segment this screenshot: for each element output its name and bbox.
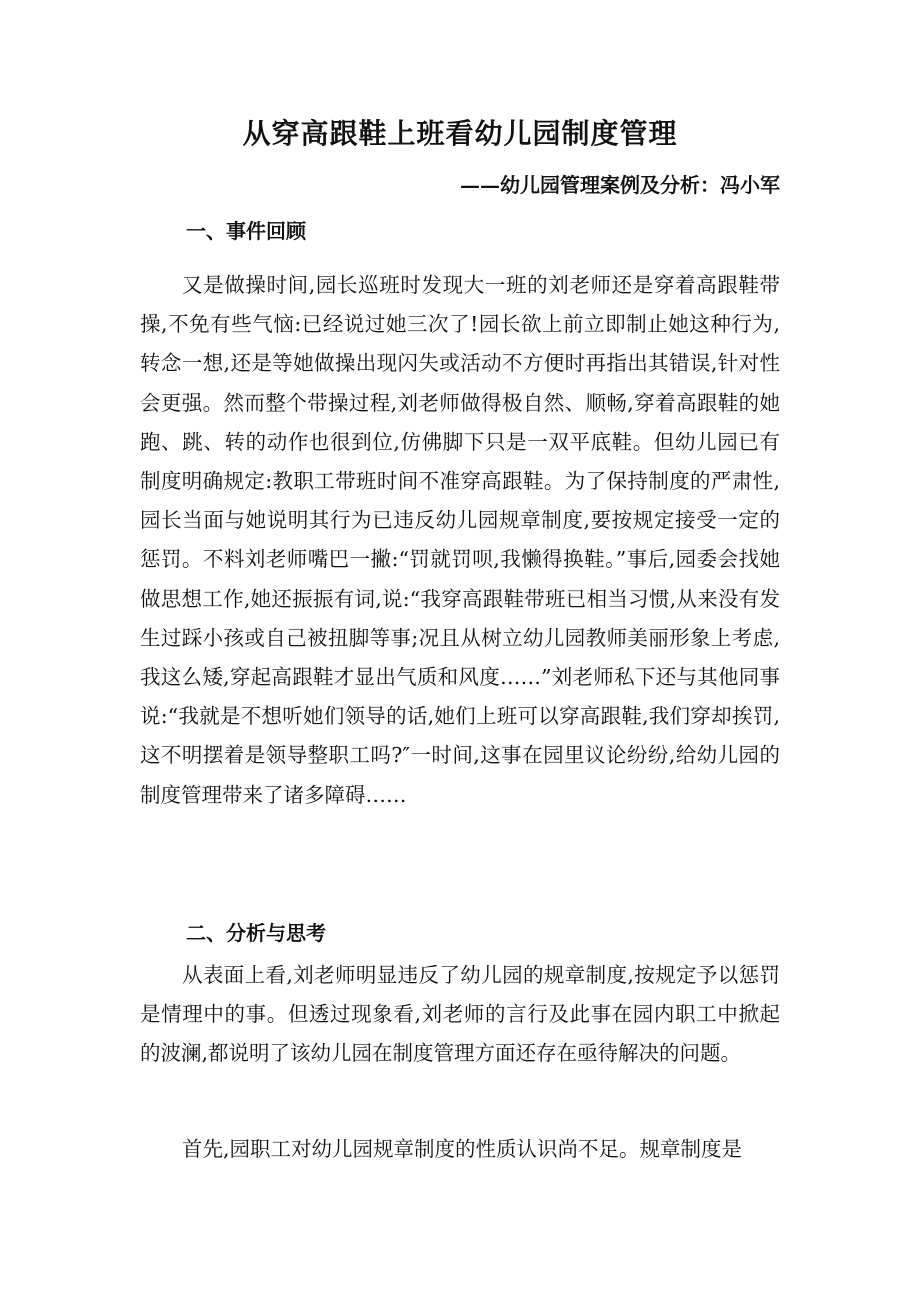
document-subtitle: ——幼儿园管理案例及分析：冯小军 (460, 173, 780, 197)
document-title: 从穿高跟鞋上班看幼儿园制度管理 (242, 117, 678, 150)
section-heading-analysis: 二、分析与思考 (186, 921, 326, 945)
section-heading-event-review: 一、事件回顾 (186, 219, 306, 243)
paragraph-analysis-2: 首先,园职工对幼儿园规章制度的性质认识尚不足。规章制度是 (182, 1137, 743, 1161)
paragraph-analysis-1: 从表面上看,刘老师明显违反了幼儿园的规章制度,按规定予以惩罚是情理中的事。但透过现象看,刘老师的言行及此事在园内职工中掀起的波澜,都说明了该幼儿园在制度管理方面还存在亟待解决的问题。 (140, 963, 780, 1066)
paragraph-event-review: 又是做操时间,园长巡班时发现大一班的刘老师还是穿着高跟鞋带操,不免有些气恼:已经说过她三次了!园长欲上前立即制止她这种行为,转念一想,还是等她做操出现闪失或活动不方便时再指出其错误,针对性会更强。然而整个带操过程,刘老师做得极自然、顺畅,穿着高跟鞋的她跑、跳、转的动作也很到位,仿佛脚下只是一双平底鞋。但幼儿园已有制度明确规定:教职工带班时间不准穿高跟鞋。为了保持制度的严肃性,园长当面与她说明其行为已违反幼儿园规章制度,要按规定接受一定的惩罚。不料刘老师嘴巴一撇:“罚就罚呗,我懒得换鞋。”事后,园委会找她做思想工作,她还振振有词,说:“我穿高跟鞋带班已相当习惯,从来没有发生过踩小孩或自己被扭脚等事;况且从树立幼儿园教师美丽形象上考虑,我这么矮,穿起高跟鞋才显出气质和风度……”刘老师私下还与其他同事说:“我就是不想听她们领导的话,她们上班可以穿高跟鞋,我们穿却挨罚,这不明摆着是领导整职工吗?″一时间,这事在园里议论纷纷,给幼儿园的制度管理带来了诸多障碍…… (140, 273, 780, 807)
